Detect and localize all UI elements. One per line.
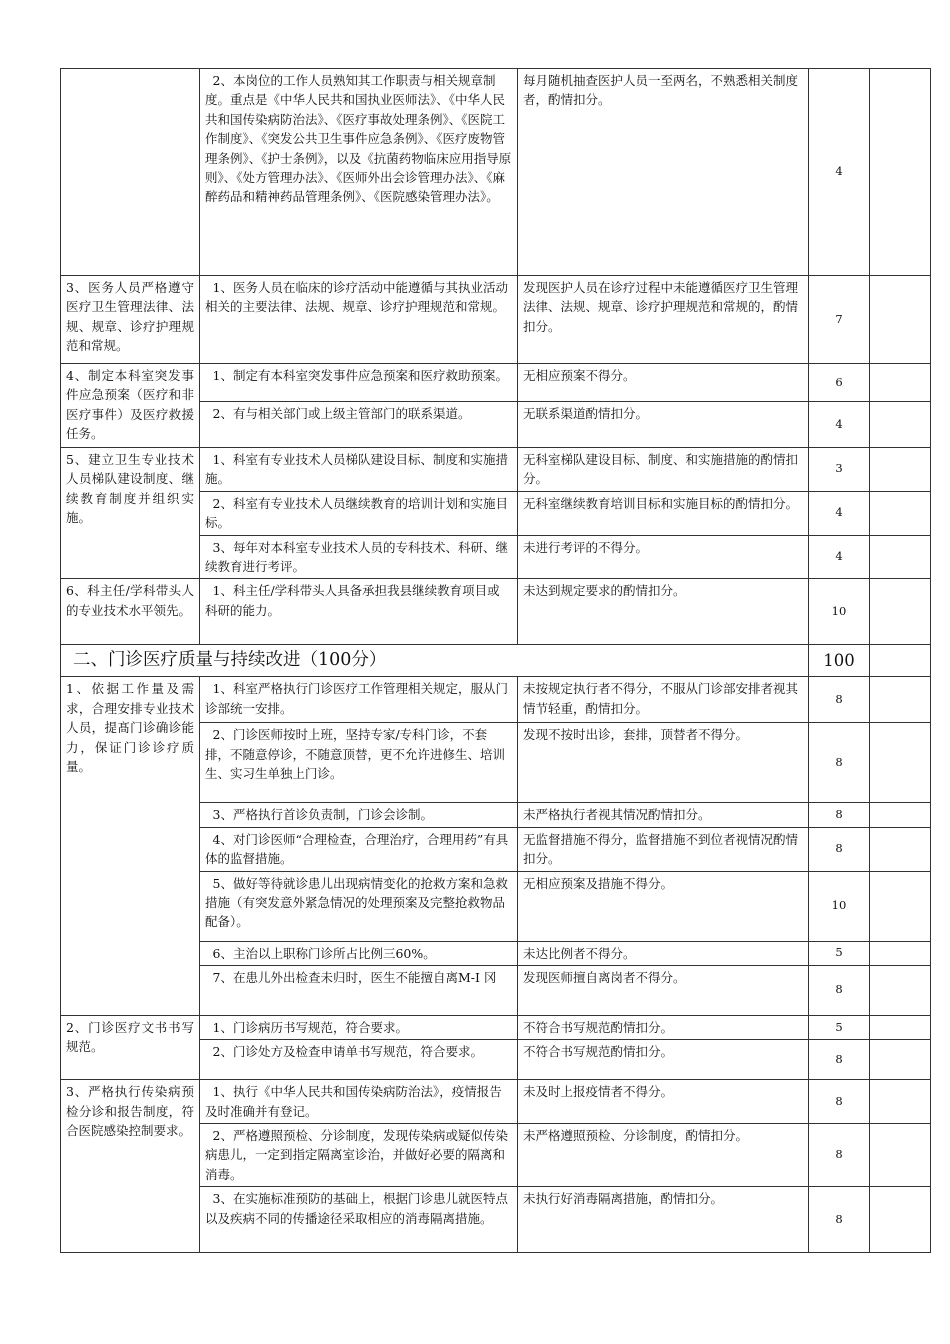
method-cell: 无监督措施不得分，监督措施不到位者视情况酌情扣分。 [518,827,809,871]
table-row [61,579,931,645]
score-cell: 3 [809,448,870,492]
score-cell: 8 [809,1040,870,1080]
score-cell: 8 [809,1187,870,1253]
score-cell: 5 [809,941,870,965]
method-cell: 发现医护人员在诊疗过程中未能遵循医疗卫生管理法律、法规、规章、诊疗护理规范和常规的，酌情扣分。 [518,276,809,364]
category-cell: 1、依据工作量及需求，合理安排专业技术人员，提髙门诊确诊能力，保证门诊诊疗质量。 [61,677,200,1016]
extra-cell [870,871,931,941]
category-cell [61,69,200,276]
extra-cell [870,1040,931,1080]
requirement-cell: 3、每年对本科室专业技术人员的专科技术、科研、继续教育进行考评。 [200,535,518,579]
extra-cell [870,69,931,276]
table-row [61,364,931,402]
method-cell: 无联系渠道酌情扣分。 [518,402,809,448]
extra-cell [870,364,931,402]
method-cell: 未进行考评的不得分。 [518,535,809,579]
method-cell: 未执行好消毒隔离措施，酌情扣分。 [518,1187,809,1253]
score-cell: 8 [809,1080,870,1124]
requirement-cell: 2、门诊处方及检查申请单书写规范，符合要求。 [200,1040,518,1080]
category-cell: 5、建立卫生专业技术人员梯队建设制度、继续教育制度并组织实施。 [61,448,200,579]
score-cell: 6 [809,364,870,402]
category-cell: 6、科主任/学科带头人的专业技术水平领先。 [61,579,200,645]
requirement-cell: 2、本岗位的工作人员熟知其工作职责与相关规章制度。重点是《中华人民共和国执业医师法》、《中华人民共和国传染病防治法》、《医疗事故处理条例》、《医院工作制度》、《突发公共卫生事件应急条例》、《医疗废物管理条例》、《护士条例》，以及《抗菌药物临床应用指导原则》、《处方管理办法》、《医师外出会诊管理办法》、《麻醉药品和精神药品管理条例》、《医院感染管理办法》。 [200,69,518,276]
extra-cell [870,677,931,723]
section-title: 二、门诊医疗质量与持续改进（100分） [61,645,809,677]
requirement-cell: 1、门诊病历书写规范，符合要求。 [200,1015,518,1039]
score-cell: 8 [809,723,870,803]
assessment-document [60,68,931,1253]
category-cell: 3、医务人员严格遵守医疗卫生管理法律、法规、规章、诊疗护理规范和常规。 [61,276,200,364]
method-cell: 发现医师擅自离岗者不得分。 [518,965,809,1015]
method-cell: 未严格执行者视其情况酌情扣分。 [518,803,809,827]
table-row [61,276,931,364]
method-cell: 无相应预案不得分。 [518,364,809,402]
requirement-cell: 5、做好等待就诊患儿出现病情变化的抢救方案和急救措施（有突发意外紧急情况的处理预案及完整抢救物品配备）。 [200,871,518,941]
method-cell: 无相应预案及措施不得分。 [518,871,809,941]
extra-cell [870,491,931,535]
requirement-cell: 3、在实施标准预防的基础上，根据门诊患儿就医特点以及疾病不同的传播途径采取相应的消毒隔离措施。 [200,1187,518,1253]
category-cell: 2、门诊医疗文书书写规范。 [61,1015,200,1079]
table-row [61,1080,931,1124]
extra-cell [870,1124,931,1187]
table-row [61,1015,931,1039]
extra-cell [870,1015,931,1039]
requirement-cell: 1、科主任/学科带头人具备承担我县继续教育项目或科研的能力。 [200,579,518,645]
score-cell: 8 [809,677,870,723]
section-total-score: 100 [809,645,870,677]
requirement-cell: 1、科室严格执行门诊医疗工作管理相关规定，服从门诊部统一安排。 [200,677,518,723]
method-cell: 未及时上报疫情者不得分。 [518,1080,809,1124]
table-row [61,448,931,492]
extra-cell [870,723,931,803]
requirement-cell: 1、科室有专业技术人员梯队建设目标、制度和实施措施。 [200,448,518,492]
category-cell: 4、制定本科室突发事件应急预案（医疗和非医疗事件）及医疗救援任务。 [61,364,200,448]
section-two-body [61,677,931,1253]
score-cell: 10 [809,871,870,941]
method-cell: 无科室梯队建设目标、制度、和实施措施的酌情扣分。 [518,448,809,492]
requirement-cell: 1、医务人员在临床的诊疗活动中能遵循与其执业活动相关的主要法律、法规、规章、诊疗护理规范和常规。 [200,276,518,364]
score-cell: 4 [809,535,870,579]
method-cell: 未严格遵照预检、分诊制度，酌情扣分。 [518,1124,809,1187]
extra-cell [870,965,931,1015]
method-cell: 未按规定执行者不得分，不服从门诊部安排者视其情节轻重，酌情扣分。 [518,677,809,723]
extra-cell [870,803,931,827]
method-cell: 未达比例者不得分。 [518,941,809,965]
method-cell: 不符合书写规范酌情扣分。 [518,1040,809,1080]
score-cell: 8 [809,965,870,1015]
assessment-table [60,68,931,1253]
requirement-cell: 1、执行《中华人民共和国传染病防治法》，疫情报告及时准确并有登记。 [200,1080,518,1124]
extra-cell [870,402,931,448]
method-cell: 未达到规定要求的酌情扣分。 [518,579,809,645]
extra-cell [870,941,931,965]
category-cell: 3、严格执行传染病预检分诊和报告制度，符合医院感染控制要求。 [61,1080,200,1253]
extra-cell [870,448,931,492]
score-cell: 8 [809,827,870,871]
requirement-cell: 2、有与相关部门或上级主管部门的联系渠道。 [200,402,518,448]
section-two-header-body [61,645,931,677]
section-header-row [61,645,931,677]
method-cell: 发现不按时出诊，套排，顶替者不得分。 [518,723,809,803]
extra-cell [870,276,931,364]
score-cell: 5 [809,1015,870,1039]
method-cell: 每月随机抽查医护人员一至两名，不熟悉相关制度者，酌情扣分。 [518,69,809,276]
extra-cell [870,1080,931,1124]
requirement-cell: 1、制定有本科室突发事件应急预案和医疗救助预案。 [200,364,518,402]
requirement-cell: 4、对门诊医师“合理检查，合理治疗，合理用药”有具体的监督措施。 [200,827,518,871]
score-cell: 4 [809,402,870,448]
section-one-body [61,69,931,645]
score-cell: 10 [809,579,870,645]
score-cell: 7 [809,276,870,364]
requirement-cell: 6、主治以上职称门诊所占比例三60%。 [200,941,518,965]
requirement-cell: 7、在患儿外出检查未归时，医生不能擅自离M-I 冈 [200,965,518,1015]
extra-cell [870,579,931,645]
table-row [61,677,931,723]
requirement-cell: 2、严格遵照预检、分诊制度，发现传染病或疑似传染病患儿，一定到指定隔离室诊治，并做好必要的隔离和消毒。 [200,1124,518,1187]
extra-cell [870,827,931,871]
table-row [61,69,931,276]
method-cell: 无科室继续教育培训目标和实施目标的酌情扣分。 [518,491,809,535]
extra-cell [870,645,931,677]
method-cell: 不符合书写规范酌情扣分。 [518,1015,809,1039]
score-cell: 8 [809,1124,870,1187]
requirement-cell: 2、科室有专业技术人员继续教育的培训计划和实施目标。 [200,491,518,535]
score-cell: 4 [809,491,870,535]
score-cell: 4 [809,69,870,276]
extra-cell [870,535,931,579]
extra-cell [870,1187,931,1253]
score-cell: 8 [809,803,870,827]
requirement-cell: 3、严格执行首诊负责制，门诊会诊制。 [200,803,518,827]
requirement-cell: 2、门诊医师按时上班，坚持专家/专科门诊，不套排，不随意停诊，不随意顶替，更不允许进修生、培训生、实习生单独上门诊。 [200,723,518,803]
